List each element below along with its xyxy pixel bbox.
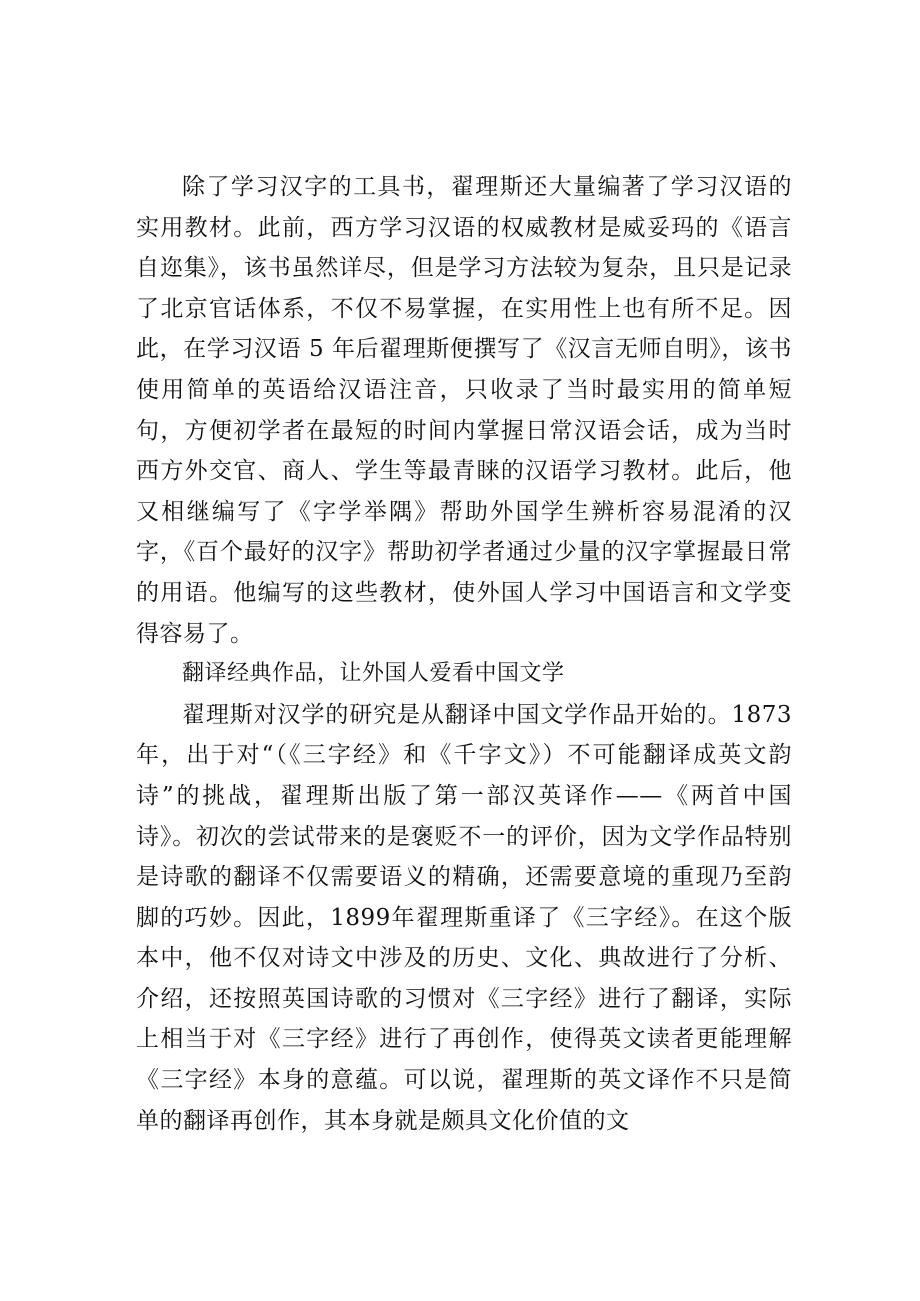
paragraph-textbooks: 除了学习汉字的工具书，翟理斯还大量编著了学习汉语的实用教材。此前，西方学习汉语的权威教材是威妥玛的《语言自迩集》，该书虽然详尽，但是学习方法较为复杂，且只是记录了北京官话体系，不仅不易掌握，在实用性上也有所不足。因此，在学习汉语 5 年后翟理斯便撰写了《汉言无师自明》，该书使用简单的英语给汉语注音，只收录了当时最实用的简单短句，方便初学者在最短的时间内掌握日常汉语会话，成为当时西方外交官、商人、学生等最青睐的汉语学习教材。此后，他又相继编写了《字学举隅》帮助外国学生辨析容易混淆的汉字，《百个最好的汉字》帮助初学者通过少量的汉字掌握最日常的用语。他编写的这些教材，使外国人学习中国语言和文学变得容易了。 bbox=[136, 174, 792, 647]
section-heading: 翻译经典作品，让外国人爱看中国文学 bbox=[182, 661, 565, 687]
document-body bbox=[136, 167, 792, 1141]
paragraph-translation: 翟理斯对汉学的研究是从翻译中国文学作品开始的。1873 年，出于对“（《三字经》和《千字文》）不可能翻译成英文韵诗”的挑战，翟理斯出版了第一部汉英译作——《两首中国诗》。初次的尝试带来的是褒贬不一的评价，因为文学作品特别是诗歌的翻译不仅需要语义的精确，还需要意境的重现乃至韵脚的巧妙。因此，1899年翟理斯重译了《三字经》。在这个版本中，他不仅对诗文中涉及的历史、文化、典故进行了分析、介绍，还按照英国诗歌的习惯对《三字经》进行了翻译，实际上相当于对《三字经》进行了再创作，使得英文读者更能理解《三字经》本身的意蕴。可以说，翟理斯的英文译作不只是简单的翻译再创作，其本身就是颇具文化价值的文 bbox=[136, 701, 792, 1134]
